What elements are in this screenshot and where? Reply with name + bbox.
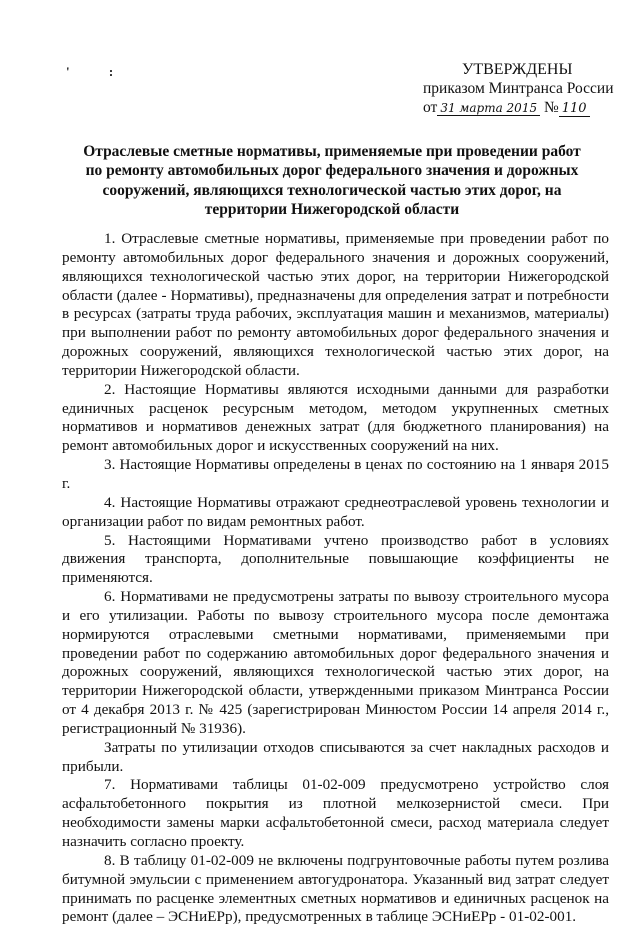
approval-date-line — [423, 98, 623, 117]
date-prefix: от — [423, 99, 438, 116]
document-body — [62, 230, 609, 927]
scan-marks: ' : — [66, 64, 132, 79]
paragraph-1: 1. Отраслевые сметные нормативы, применяемые при проведении работ по ремонту автомобильных дорог федерального значения и дорожных сооружений, являющихся технологической частью этих дорог, на территории Нижегородской области (далее - Нормативы), предназначены для определения затрат и потребности в ресурсах (затраты труда рабочих, эксплуатация машин и механизмов, материалы) при выполнении работ по ремонту автомобильных дорог федерального значения и дорожных сооружений, являющихся технологической частью этих дорог, на территории Нижегородской области. — [62, 230, 609, 379]
handwritten-date: 31 марта 2015 — [437, 101, 540, 116]
paragraph-8: 8. В таблицу 01-02-009 не включены подгрунтовочные работы путем розлива битумной эмульсии с применением автогудронатора. Указанный вид затрат следует принимать по расценке элементных сметных нормативов и единичных расценок на ремонт (далее – ЭСНиЕРр), предусмотренных в таблице ЭСНиЕРр - 01-02-001. — [62, 851, 609, 926]
number-prefix: № — [543, 99, 559, 116]
paragraph-6: 6. Нормативами не предусмотрены затраты по вывозу строительного мусора и его утилизации. Работы по вывозу строительного мусора после демонтажа нормируются отраслевыми сметными нормативами, применяемыми при проведении работ по содержанию автомобильных дорог федерального значения и дорожных сооружений, являющихся технологической частью этих дорог, на территории Нижегородской области, утвержденными приказом Минтранса России от 4 декабря 2013 г. № 425 (зарегистрирован Минюстом России 14 апреля 2014 г., регистрационный № 31936). — [62, 588, 609, 737]
approval-title: УТВЕРЖДЕНЫ — [462, 61, 573, 78]
document-title: Отраслевые сметные нормативы, применяемые при проведении работ по ремонту автомобильных дорог федерального значения и дорожных сооружений, являющихся технологической частью этих дорог, на территории Нижегородской области — [83, 143, 581, 218]
paragraph-2: 2. Настоящие Нормативы являются исходными данными для разработки единичных расценок ресурсным методом, методом укрупненных сметных нормативов и нормативов денежных затрат (для бюджетного планирования) на ремонт автомобильных дорог и искусственных сооружений на них. — [62, 380, 609, 455]
paragraph-6-note: Затраты по утилизации отходов списываются за счет накладных расходов и прибыли. — [62, 738, 609, 775]
handwritten-number: 110 — [559, 102, 590, 117]
approval-order-line: приказом Минтранса России — [423, 80, 614, 97]
paragraph-7: 7. Нормативами таблицы 01-02-009 предусмотрено устройство слоя асфальтобетонного покрытия из плотной мелкозернистой смеси. При необходимости замены марки асфальтобетонной смеси, расход материала следует назначить согласно проекту. — [62, 776, 609, 850]
paragraph-4: 4. Настоящие Нормативы отражают среднеотраслевой уровень технологии и организации работ по видам ремонтных работ. — [62, 493, 609, 530]
paragraph-5: 5. Настоящими Нормативами учтено производство работ в условиях движения транспорта, дополнительные повышающие коэффициенты не применяются. — [62, 531, 609, 587]
paragraph-3: 3. Настоящие Нормативы определены в ценах по состоянию на 1 января 2015 г. — [62, 456, 609, 492]
approval-block — [423, 60, 623, 117]
